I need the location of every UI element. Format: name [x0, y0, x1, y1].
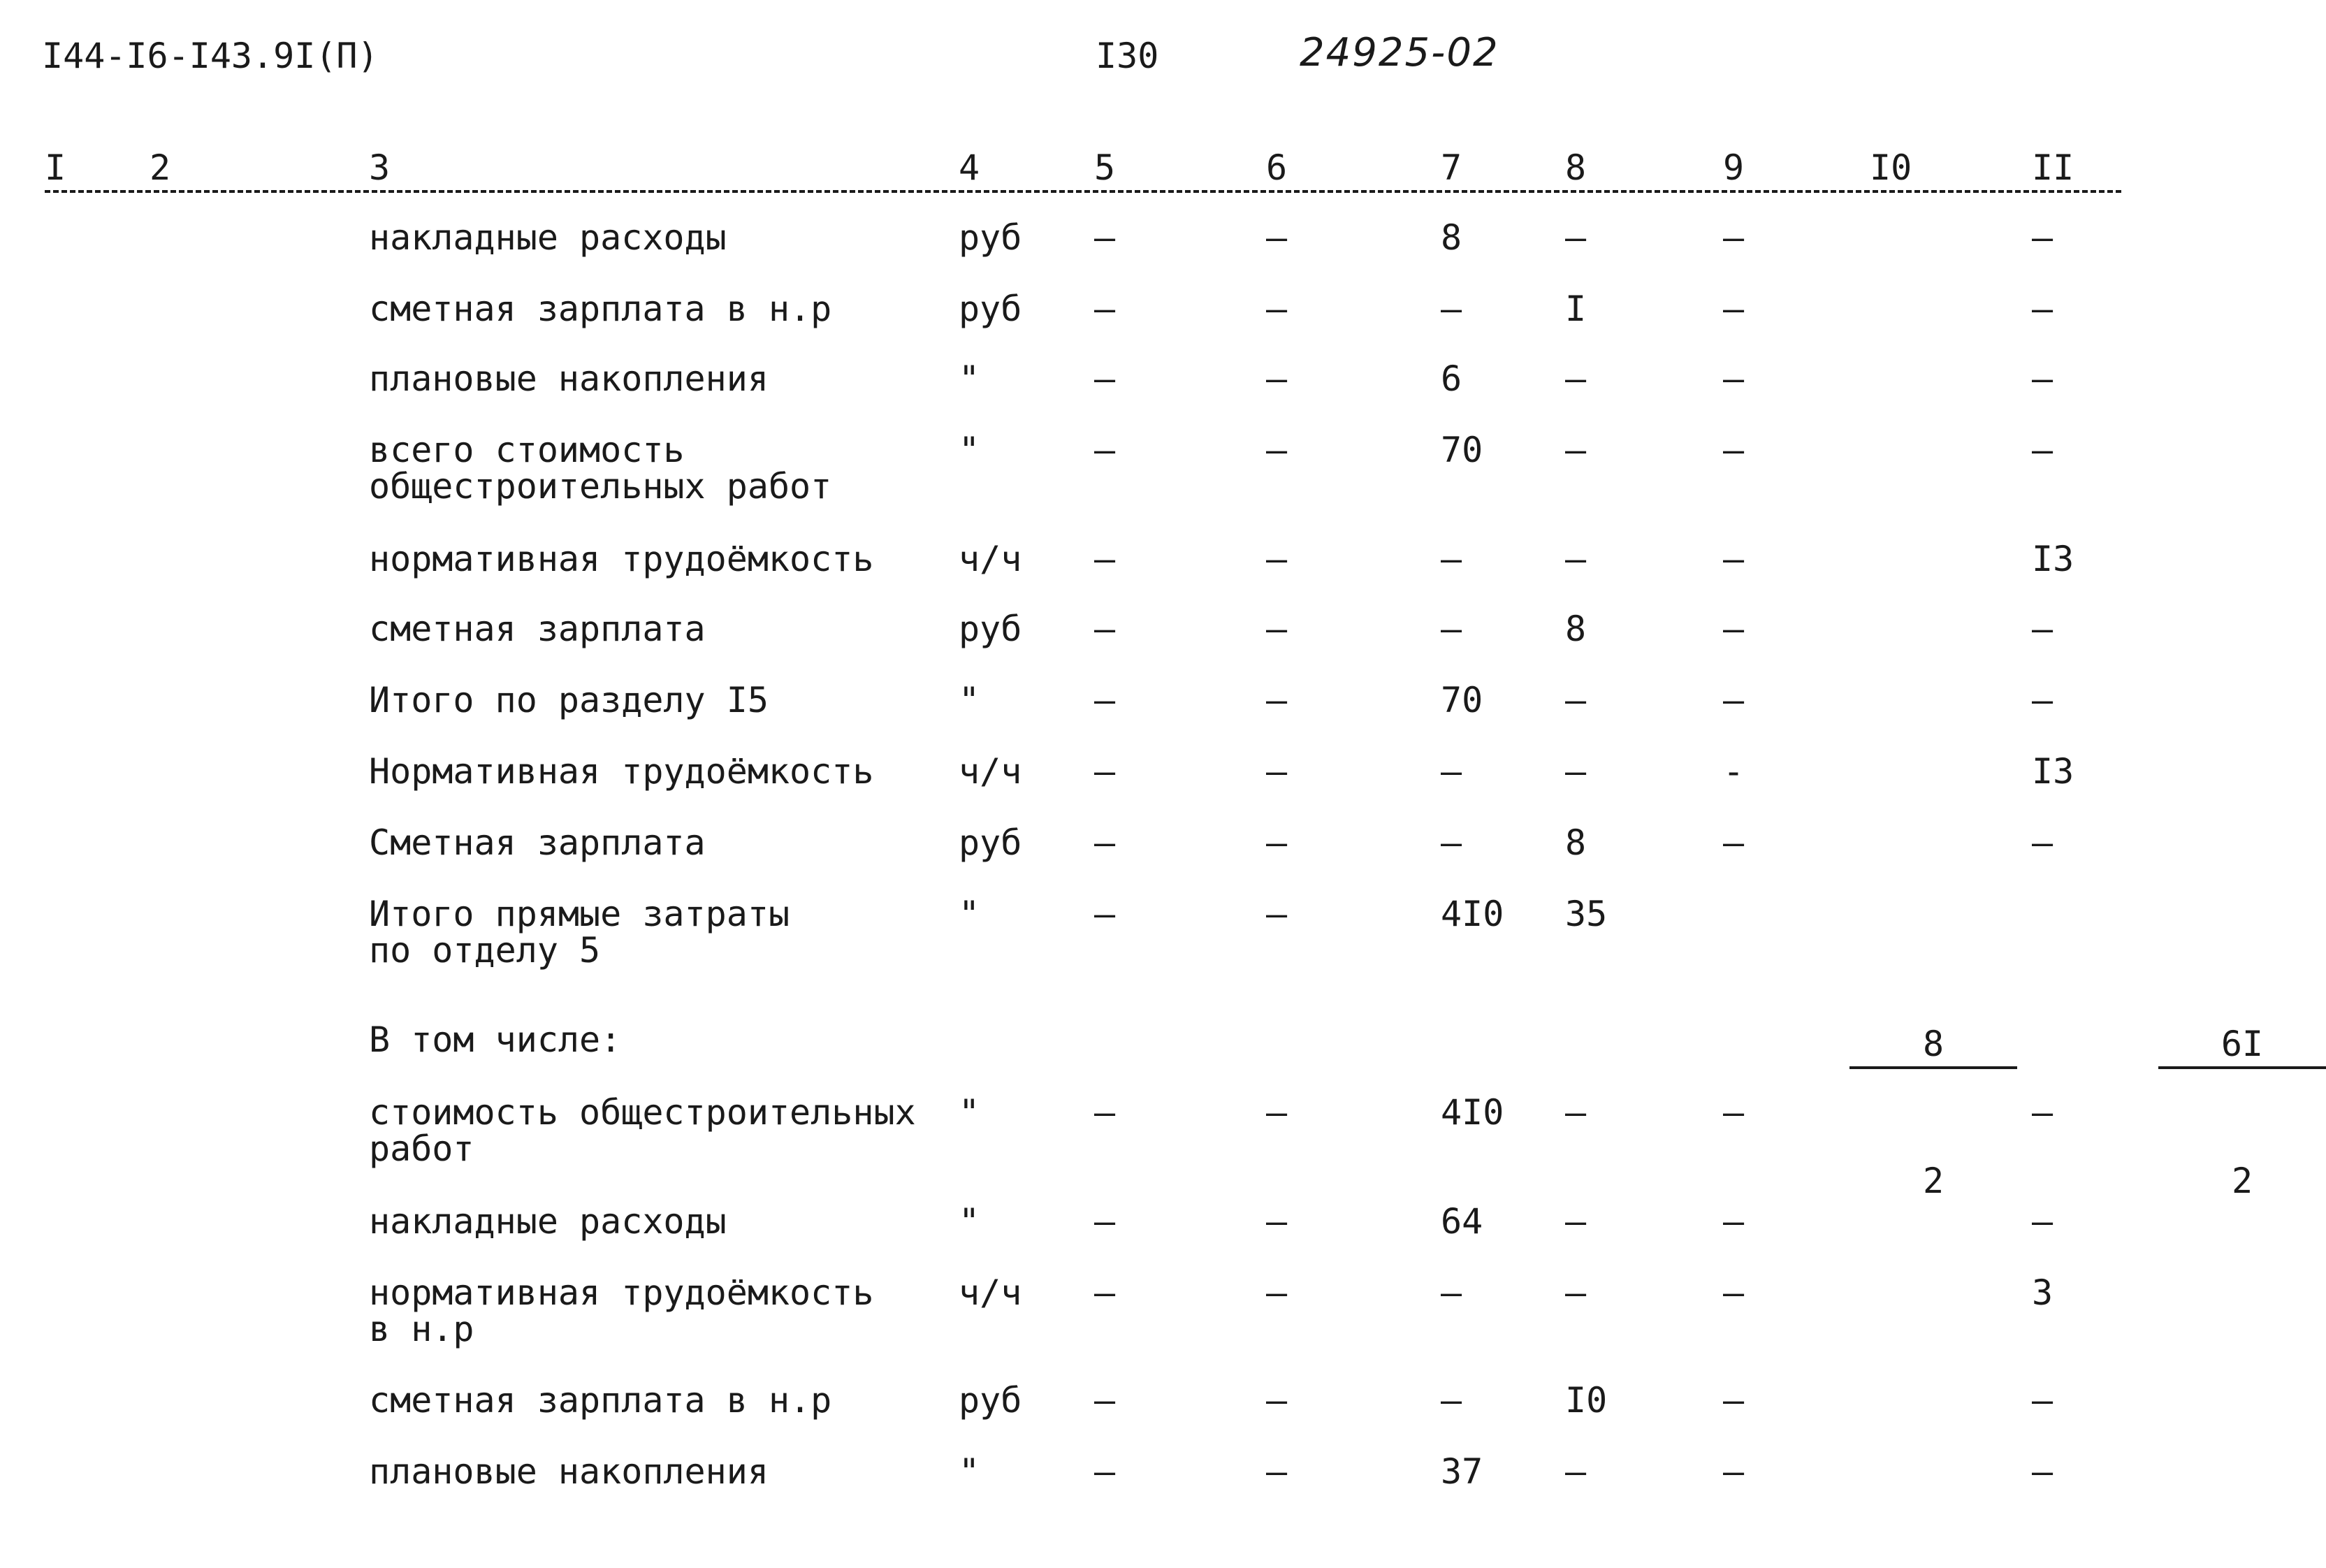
header-divider — [45, 190, 2121, 193]
col7-value: – — [1441, 289, 1462, 329]
row-description: всего стоимость общестроительных работ — [369, 430, 832, 507]
row-description: Нормативная трудоёмкость — [369, 751, 874, 792]
row-unit: " — [959, 1201, 980, 1242]
row-description: плановые накопления — [369, 358, 769, 399]
col5-value: – — [1094, 539, 1116, 579]
col7-value: – — [1441, 609, 1462, 649]
col11-value: – — [2032, 1201, 2054, 1242]
row-description: Итого по разделу I5 — [369, 680, 769, 720]
col7-value: 70 — [1441, 430, 1483, 470]
col5-value: – — [1094, 894, 1116, 934]
col11-value: – — [2032, 430, 2054, 470]
row-unit: руб — [959, 609, 1022, 649]
col7-value: – — [1441, 1380, 1462, 1421]
row-description: нормативная трудоёмкость — [369, 539, 874, 579]
col6-value: – — [1266, 609, 1288, 649]
col11-value: – — [2032, 1092, 2054, 1133]
row-unit: " — [959, 680, 980, 720]
column-number: 5 — [1094, 147, 1116, 188]
row-unit: руб — [959, 217, 1022, 258]
col9-value: – — [1723, 217, 1745, 258]
col11-value: I3 — [2032, 751, 2074, 792]
column-number: 7 — [1441, 147, 1462, 188]
col8-value: 35 — [1565, 894, 1608, 934]
col5-value: – — [1094, 1272, 1116, 1313]
col9-value: – — [1723, 1451, 1745, 1492]
col6-value: – — [1266, 1451, 1288, 1492]
document-code: I44-I6-I43.9I(П) — [42, 36, 379, 76]
row-unit: руб — [959, 822, 1022, 863]
col7-value: – — [1441, 822, 1462, 863]
col7-value: 4I0 — [1441, 1092, 1504, 1133]
column-number: I — [45, 147, 66, 188]
row-description: сметная зарплата в н.р — [369, 289, 832, 329]
col8-value: – — [1565, 217, 1587, 258]
row-description: накладные расходы — [369, 1201, 727, 1242]
col5-value: – — [1094, 289, 1116, 329]
column-number: 9 — [1723, 147, 1745, 188]
fraction-numerator: 8 — [1849, 1022, 2018, 1069]
fraction-denominator: 2 — [1922, 1161, 1945, 1201]
col6-value: – — [1266, 1380, 1288, 1421]
col8-value: – — [1565, 1092, 1587, 1133]
row-unit: ч/ч — [959, 751, 1022, 792]
col9-value: – — [1723, 609, 1745, 649]
col5-value: – — [1094, 1380, 1116, 1421]
col6-value: – — [1266, 1201, 1288, 1242]
col6-value: – — [1266, 751, 1288, 792]
col5-value: – — [1094, 1201, 1116, 1242]
fraction-numerator: 6I — [2158, 1022, 2326, 1069]
row-unit: руб — [959, 289, 1022, 329]
inventory-number: 24925-02 — [1300, 30, 1499, 75]
row-description: накладные расходы — [369, 217, 727, 258]
row-unit: ч/ч — [959, 539, 1022, 579]
row-unit: ч/ч — [959, 1272, 1022, 1313]
col7-value: – — [1441, 1272, 1462, 1313]
col7-value: 4I0 — [1441, 894, 1504, 934]
col5-value: – — [1094, 358, 1116, 399]
col9-value: – — [1723, 539, 1745, 579]
col5-value: – — [1094, 1092, 1116, 1133]
column-number: 3 — [369, 147, 391, 188]
column-header-row — [0, 147, 2146, 196]
col8-value: – — [1565, 1451, 1587, 1492]
col9-value: – — [1723, 1380, 1745, 1421]
col6-value: – — [1266, 358, 1288, 399]
col11-value: – — [2032, 358, 2054, 399]
col8-value: I0 — [1565, 1380, 1608, 1421]
col5-value: – — [1094, 1451, 1116, 1492]
col8-value: – — [1565, 430, 1587, 470]
col9-value: – — [1723, 1092, 1745, 1133]
col11-value: – — [2032, 822, 2054, 863]
col5-value: – — [1094, 217, 1116, 258]
col8-value: – — [1565, 358, 1587, 399]
col8-value: – — [1565, 680, 1587, 720]
row-unit: " — [959, 430, 980, 470]
page-number: I30 — [1096, 36, 1159, 76]
row-unit: " — [959, 358, 980, 399]
col6-value: – — [1266, 1092, 1288, 1133]
column-number: 2 — [150, 147, 171, 188]
col8-value: 8 — [1565, 609, 1587, 649]
row-description: сметная зарплата в н.р — [369, 1380, 832, 1421]
row-description: стоимость общестроительных работ — [369, 1092, 916, 1169]
col5-value: – — [1094, 822, 1116, 863]
col6-value: – — [1266, 680, 1288, 720]
col9-value: – — [1723, 289, 1745, 329]
col9-value: – — [1723, 680, 1745, 720]
col5-value: – — [1094, 751, 1116, 792]
col6-value: – — [1266, 894, 1288, 934]
col9-value: – — [1723, 822, 1745, 863]
col11-value: – — [2032, 680, 2054, 720]
col7-value: 6 — [1441, 358, 1462, 399]
row-description: нормативная трудоёмкость в н.р — [369, 1272, 874, 1349]
col9-value: - — [1723, 751, 1745, 792]
col9-value: – — [1723, 430, 1745, 470]
col11-value: I3 — [2032, 539, 2074, 579]
col6-value: – — [1266, 217, 1288, 258]
row-description: сметная зарплата — [369, 609, 706, 649]
col6-value: – — [1266, 430, 1288, 470]
col11-value: 3 — [2032, 1272, 2054, 1313]
col11-value: – — [2032, 609, 2054, 649]
col6-value: – — [1266, 539, 1288, 579]
fraction-denominator: 2 — [2231, 1161, 2253, 1201]
col9-value: – — [1723, 1272, 1745, 1313]
column-number: 8 — [1565, 147, 1587, 188]
row-description: В том числе: — [369, 1019, 622, 1060]
col5-value: – — [1094, 430, 1116, 470]
row-description: плановые накопления — [369, 1451, 769, 1492]
col9-fraction — [1723, 896, 2017, 1329]
row-description: Сметная зарплата — [369, 822, 706, 863]
row-unit: " — [959, 1092, 980, 1133]
col5-value: – — [1094, 609, 1116, 649]
col11-value: – — [2032, 289, 2054, 329]
row-unit: " — [959, 894, 980, 934]
col11-fraction — [2032, 896, 2326, 1329]
column-number: 6 — [1266, 147, 1288, 188]
row-description: Итого прямые затраты по отделу 5 — [369, 894, 790, 971]
col8-value: I — [1565, 289, 1587, 329]
col9-value: – — [1723, 358, 1745, 399]
col8-value: – — [1565, 539, 1587, 579]
col8-value: – — [1565, 751, 1587, 792]
col7-value: 70 — [1441, 680, 1483, 720]
column-number: II — [2032, 147, 2074, 188]
col7-value: 37 — [1441, 1451, 1483, 1492]
col8-value: – — [1565, 1201, 1587, 1242]
col8-value: – — [1565, 1272, 1587, 1313]
col7-value: 8 — [1441, 217, 1462, 258]
col7-value: – — [1441, 751, 1462, 792]
col6-value: – — [1266, 289, 1288, 329]
col6-value: – — [1266, 1272, 1288, 1313]
row-unit: руб — [959, 1380, 1022, 1421]
column-number: 4 — [959, 147, 980, 188]
col11-value: – — [2032, 217, 2054, 258]
row-unit: " — [959, 1451, 980, 1492]
col9-value: – — [1723, 1201, 1745, 1242]
col7-value: 64 — [1441, 1201, 1483, 1242]
col11-value: – — [2032, 1380, 2054, 1421]
col6-value: – — [1266, 822, 1288, 863]
col8-value: 8 — [1565, 822, 1587, 863]
col7-value: – — [1441, 539, 1462, 579]
col11-value: – — [2032, 1451, 2054, 1492]
column-number: I0 — [1870, 147, 1912, 188]
col5-value: – — [1094, 680, 1116, 720]
